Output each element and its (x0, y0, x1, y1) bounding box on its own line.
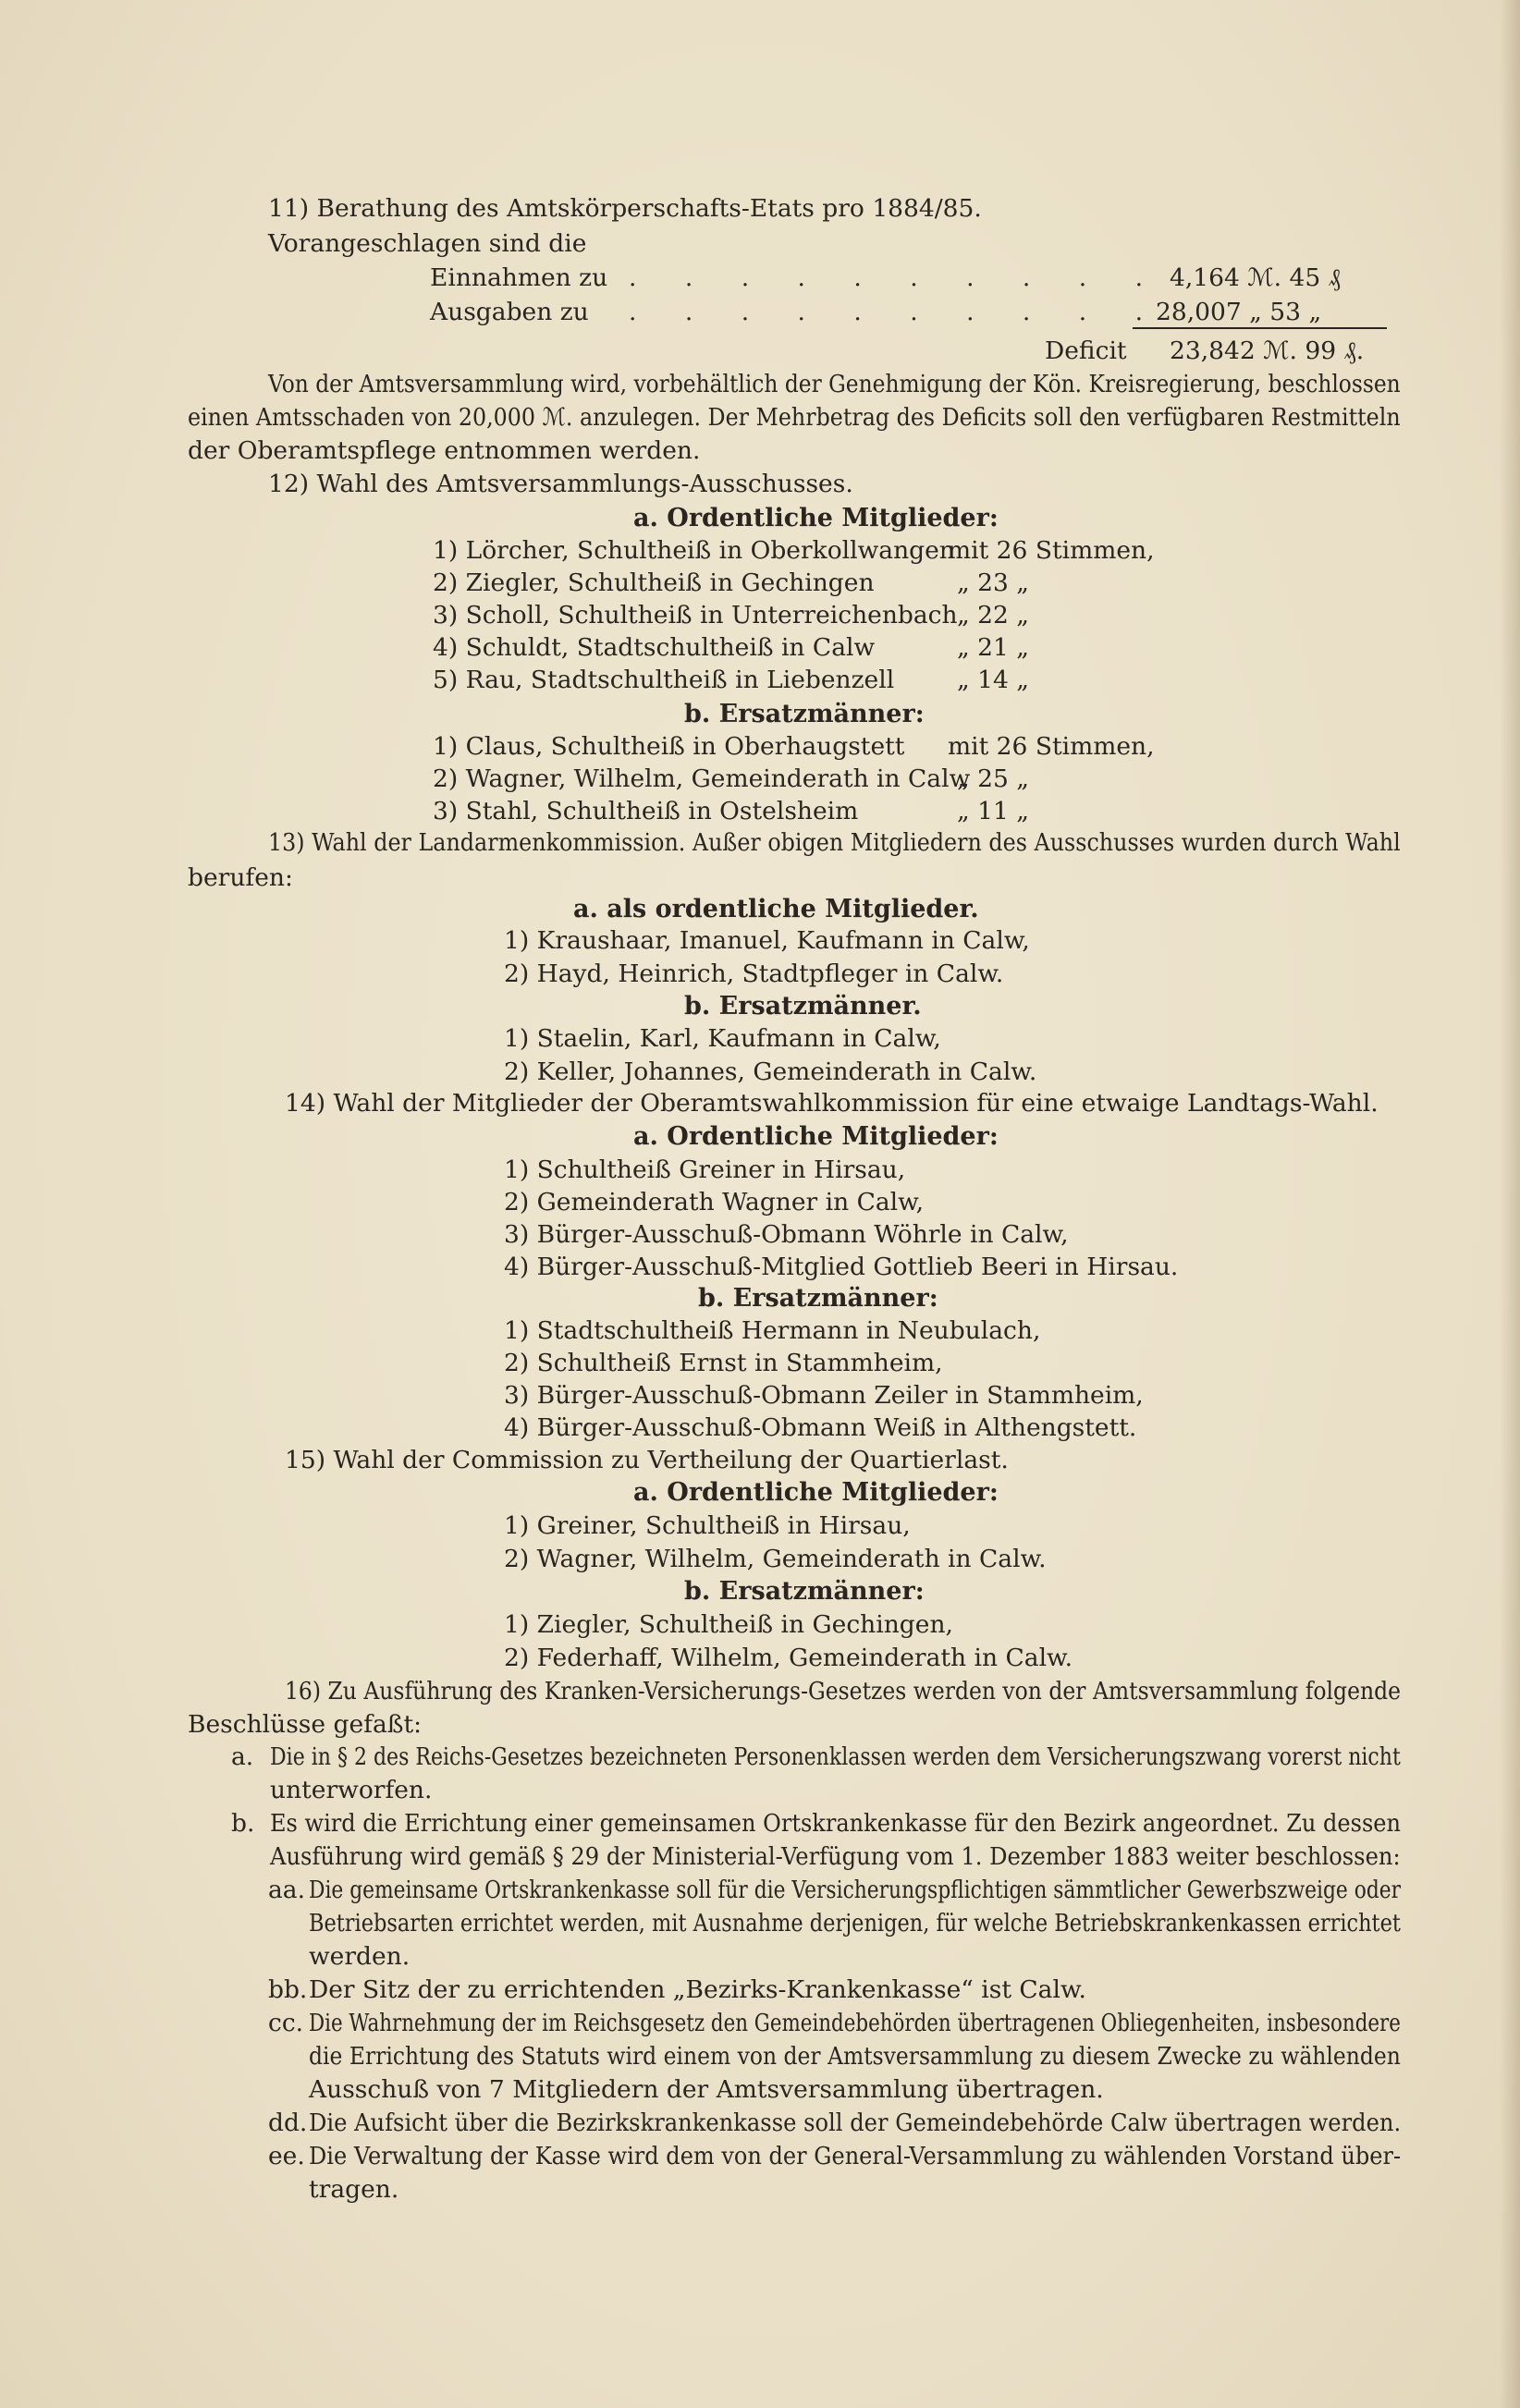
item-15-sub-b: b. Ersatzmänner: (684, 1577, 925, 1606)
item-12-sub-b: b. Ersatzmänner: (684, 700, 925, 728)
item-16-a-line-2: unterworfen. (270, 1776, 433, 1804)
item-16-ee-line-2: tragen. (309, 2175, 399, 2204)
item-11-text-1: Von der Amtsversammlung wird, vorbehältlich der Genehmigung der Kön. Kreisregierung, beschlossen (268, 370, 1401, 398)
income-label: Einnahmen zu (430, 263, 608, 292)
deficit-label: Deficit (1045, 336, 1127, 365)
item-12-substitute-1: 1) Claus, Schultheiß in Oberhaugstett (433, 732, 905, 761)
item-16-ee-marker: ee. (268, 2142, 305, 2170)
item-14-sub-a: a. Ordentliche Mitglieder: (633, 1122, 999, 1151)
item-11-heading: 11) Berathung des Amtskörperschafts-Etats pro 1884/85. (268, 194, 982, 223)
item-14-member-2: 2) Gemeinderath Wagner in Calw, (504, 1188, 925, 1216)
item-12-member-1: 1) Lörcher, Schultheiß in Oberkollwangen (433, 536, 955, 565)
item-12-member-1-votes: mit 26 Stimmen, (948, 536, 1155, 565)
item-13-substitute-2: 2) Keller, Johannes, Gemeinderath in Calw. (504, 1057, 1037, 1086)
item-12-sub-a: a. Ordentliche Mitglieder: (633, 504, 999, 532)
item-15-heading: 15) Wahl der Commission zu Vertheilung der Quartierlast. (285, 1446, 1009, 1474)
item-13-sub-a: a. als ordentliche Mitglieder. (573, 895, 979, 923)
item-13-sub-b: b. Ersatzmänner. (684, 992, 922, 1021)
deficit-amount: 23,842 ℳ. 99 ₰. (1170, 336, 1365, 365)
item-15-substitute-1: 1) Ziegler, Schultheiß in Gechingen, (504, 1610, 953, 1639)
item-16-aa-marker: aa. (268, 1876, 306, 1904)
item-16-dd-line-1: Die Aufsicht über die Bezirkskrankenkasse soll der Gemeindebehörde Calw übertragen werden. (309, 2109, 1402, 2137)
item-13-text-1: 13) Wahl der Landarmenkommission. Außer obigen Mitgliedern des Ausschusses wurden durch Wahl (268, 828, 1401, 857)
income-amount: 4,164 ℳ. 45 ₰ (1170, 263, 1341, 292)
item-14-sub-b: b. Ersatzmänner: (698, 1284, 938, 1313)
item-12-member-3: 3) Scholl, Schultheiß in Unterreichenbach (433, 601, 958, 630)
item-14-member-1: 1) Schultheiß Greiner in Hirsau, (504, 1155, 906, 1184)
item-12-substitute-3-votes: „ 11 „ (957, 797, 1030, 825)
item-16-aa-line-2: Betriebsarten errichtet werden, mit Ausnahme derjenigen, für welche Betriebskrankenkassen errichtet (309, 1909, 1401, 1937)
expense-amount: 28,007 „ 53 „ (1156, 298, 1322, 326)
item-16-text-2: Beschlüsse gefaßt: (188, 1710, 423, 1739)
item-12-member-5: 5) Rau, Stadtschultheiß in Liebenzell (433, 666, 895, 694)
item-12-substitute-1-votes: mit 26 Stimmen, (948, 732, 1155, 761)
item-16-aa-line-3: werden. (309, 1942, 411, 1971)
item-12-member-4-votes: „ 21 „ (957, 633, 1030, 662)
item-12-member-3-votes: „ 22 „ (957, 601, 1030, 630)
item-13-substitute-1: 1) Staelin, Karl, Kaufmann in Calw, (504, 1024, 941, 1053)
item-12-member-2-votes: „ 23 „ (957, 568, 1030, 597)
item-16-b-marker: b. (231, 1809, 255, 1838)
item-14-substitute-1: 1) Stadtschultheiß Hermann in Neubulach, (504, 1316, 1041, 1345)
item-16-bb-line-1: Der Sitz der zu errichtenden „Bezirks-Krankenkasse“ ist Calw. (309, 1975, 1086, 2004)
item-14-substitute-3: 3) Bürger-Ausschuß-Obmann Zeiler in Stammheim, (504, 1381, 1144, 1410)
item-13-text-2: berufen: (188, 863, 293, 892)
item-16-cc-line-1: Die Wahrnehmung der im Reichsgesetz den Gemeindebehörden übertragenen Obliegenheiten, insbesondere (309, 2009, 1401, 2037)
item-12-member-4: 4) Schuldt, Stadtschultheiß in Calw (433, 633, 876, 662)
item-16-a-line-1: Die in § 2 des Reichs-Gesetzes bezeichneten Personenklassen werden dem Versicherungszwang vorerst nicht (270, 1742, 1401, 1771)
item-14-substitute-2: 2) Schultheiß Ernst in Stammheim, (504, 1349, 943, 1377)
item-12-substitute-2: 2) Wagner, Wilhelm, Gemeinderath in Calw (433, 764, 971, 793)
expense-label: Ausgaben zu (430, 298, 589, 326)
item-15-sub-a: a. Ordentliche Mitglieder: (633, 1478, 999, 1507)
item-15-member-2: 2) Wagner, Wilhelm, Gemeinderath in Calw. (504, 1545, 1047, 1573)
item-14-heading: 14) Wahl der Mitglieder der Oberamtswahlkommission für eine etwaige Landtags-Wahl. (285, 1089, 1379, 1118)
item-16-cc-line-3: Ausschuß von 7 Mitgliedern der Amtsversammlung übertragen. (309, 2075, 1104, 2104)
item-15-substitute-2: 2) Federhaff, Wilhelm, Gemeinderath in Calw. (504, 1644, 1073, 1672)
item-14-substitute-4: 4) Bürger-Ausschuß-Obmann Weiß in Althengstett. (504, 1413, 1137, 1442)
item-16-cc-line-2: die Errichtung des Statuts wird einem von der Amtsversammlung zu diesem Zwecke zu wählenden (309, 2042, 1401, 2071)
item-13-member-2: 2) Hayd, Heinrich, Stadtpfleger in Calw. (504, 960, 1004, 988)
item-16-b-line-2: Ausführung wird gemäß § 29 der Ministerial-Verfügung vom 1. Dezember 1883 weiter beschlossen: (270, 1842, 1401, 1871)
item-14-member-4: 4) Bürger-Ausschuß-Mitglied Gottlieb Beeri in Hirsau. (504, 1253, 1179, 1281)
item-12-member-2: 2) Ziegler, Schultheiß in Gechingen (433, 568, 875, 597)
item-16-ee-line-1: Die Verwaltung der Kasse wird dem von der General-Versammlung zu wählenden Vorstand über- (309, 2142, 1402, 2170)
item-16-aa-line-1: Die gemeinsame Ortskrankenkasse soll für die Versicherungspflichtigen sämmtlicher Gewerbszweige oder (309, 1876, 1402, 1904)
item-16-text-1: 16) Zu Ausführung des Kranken-Versicherungs-Gesetzes werden von der Amtsversammlung folgende (285, 1677, 1401, 1705)
item-12-substitute-3: 3) Stahl, Schultheiß in Ostelsheim (433, 797, 859, 825)
item-16-cc-marker: cc. (268, 2009, 304, 2037)
item-16-b-line-1: Es wird die Errichtung einer gemeinsamen Ortskrankenkasse für den Bezirk angeordnet. Zu dessen (270, 1809, 1401, 1838)
income-dots: . . . . . . . . . . (629, 263, 1164, 292)
item-16-bb-marker: bb. (268, 1975, 308, 2004)
item-14-member-3: 3) Bürger-Ausschuß-Obmann Wöhrle in Calw, (504, 1220, 1069, 1249)
item-16-a-marker: a. (231, 1742, 254, 1771)
expense-dots: . . . . . . . . . . (629, 298, 1164, 326)
item-16-dd-marker: dd. (268, 2109, 308, 2137)
item-13-member-1: 1) Kraushaar, Imanuel, Kaufmann in Calw, (504, 926, 1030, 955)
item-11-proposed: Vorangeschlagen sind die (268, 229, 587, 258)
item-11-text-3: der Oberamtspflege entnommen werden. (188, 436, 701, 465)
item-11-text-2: einen Amtsschaden von 20,000 ℳ. anzulegen. Der Mehrbetrag des Deficits soll den verfügbaren Restmitteln (188, 403, 1401, 432)
item-12-heading: 12) Wahl des Amtsversammlungs-Ausschusses. (268, 470, 853, 498)
item-15-member-1: 1) Greiner, Schultheiß in Hirsau, (504, 1511, 911, 1540)
item-12-substitute-2-votes: „ 25 „ (957, 764, 1030, 793)
item-12-member-5-votes: „ 14 „ (957, 666, 1030, 694)
sum-rule (1133, 327, 1387, 329)
